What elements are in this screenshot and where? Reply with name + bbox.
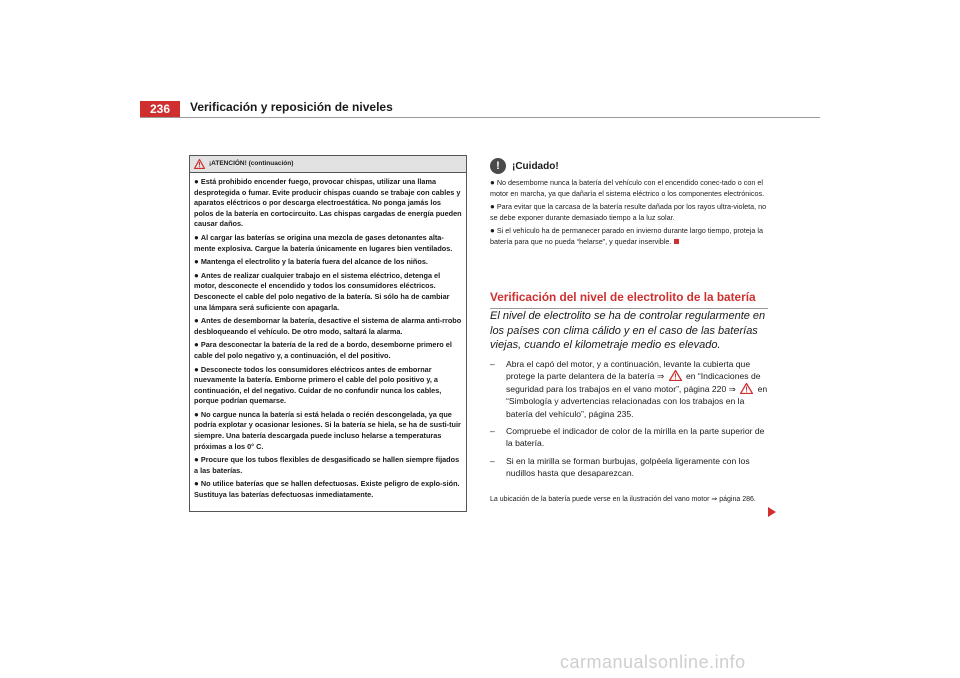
page-title: Verificación y reposición de niveles xyxy=(190,100,393,114)
list-item: – Abra el capó del motor, y a continuación, levante la cubierta que protege la parte delantera de la batería ⇒ en “Indicaciones de seguridad para los trabajos en el vano motor”, página 220 ⇒ en “Simbología y advertencias relacionadas con los trabajos en la batería del vehículo”, página 235. xyxy=(490,359,768,419)
warning-item: ● Al cargar las baterías se origina una mezcla de gases detonantes alta-mente explosiva. Cargue la batería únicamente en lugares bien ventilados. xyxy=(194,232,453,253)
end-mark-icon xyxy=(674,239,679,244)
caution-item: ● Para evitar que la carcasa de la batería resulte dañada por los rayos ultra-violeta, no se debe exponer durante demasiado tiempo a la luz solar. xyxy=(490,202,767,222)
watermark: carmanualsonline.info xyxy=(560,652,746,672)
warning-item: ● Procure que los tubos flexibles de desgasificado se hallen siempre fijados a las baterías. xyxy=(194,455,460,475)
list-item: – Si en la mirilla se forman burbujas, golpéela ligeramente con los nudillos hasta que desaparezcan. xyxy=(490,455,750,479)
caution-item: ● Si el vehículo ha de permanecer parado en invierno durante largo tiempo, proteja la batería para que no pueda “helarse”, y quedar inservible. xyxy=(490,226,763,246)
section-title: Verificación del nivel de electrolito de la batería xyxy=(490,290,768,309)
warning-item: ● Está prohibido encender fuego, provocar chispas, utilizar una llama desprotegida o fumar. Evite producir chispas cuando se trabaje con cables y aparatos eléctricos o por descarga electroestática. No ponga jamás los polos de la batería en cortocircuito. Las chispas cargadas de energía pueden causar daños. xyxy=(194,177,462,229)
warning-item: ● Mantenga el electrolito y la batería fuera del alcance de los niños. xyxy=(194,257,428,267)
warning-list xyxy=(190,173,466,501)
list-item: – Compruebe el indicador de color de la mirilla en la parte superior de la batería. xyxy=(490,426,765,449)
warning-item: ● No utilice baterías que se hallen defectuosas. Existe peligro de explo-sión. Sustituya las baterías defectuosas inmediatamente. xyxy=(194,479,460,500)
warning-item: ● Desconecte todos los consumidores eléctricos antes de embornar nuevamente la batería. Emborne primero el cable del polo positivo y, a continuación, el del negativo. Cuidar de no confundir nunca los cables, porque podrían quemarse. xyxy=(194,364,442,406)
header-divider xyxy=(140,117,820,118)
location-note: La ubicación de la batería puede verse en la ilustración del vano motor ⇒ página 286. xyxy=(490,496,756,503)
warning-item: ● Para desconectar la batería de la red de a bordo, desemborne primero el cable del polo negativo y, a continuación, el del positivo. xyxy=(194,340,452,360)
caution-item: ● No desemborne nunca la batería del vehículo con el encendido conec-tado o con el motor en marcha, ya que dañaría el sistema eléctrico o los componentes electrónicos. xyxy=(490,178,765,198)
section-intro: El nivel de electrolito se ha de controlar regularmente en los países con clima cálido y en el caso de las baterías viejas, cuando el kilometraje medio es elevado. xyxy=(490,310,766,352)
warning-item: ● Antes de realizar cualquier trabajo en el sistema eléctrico, detenga el motor, desconecte el encendido y todos los consumidores eléctricos. Desconecte el cable del polo negativo de la batería. Si sólo ha de cambiar una lámpara será suficiente con apagarla. xyxy=(194,270,450,312)
warning-title: ¡ATENCIÓN! (continuación) xyxy=(209,160,294,167)
caution-box xyxy=(490,158,770,251)
warning-triangle-icon xyxy=(740,383,753,394)
page-number: 236 xyxy=(140,101,180,118)
caution-title: ¡Cuidado! xyxy=(512,160,559,172)
warning-item: ● No cargue nunca la batería si está helada o recién descongelada, ya que podría explotar y ocasionar lesiones. Si la batería se hiela, se ha de susti-tuir siempre. Una batería descargada puede incluso helarse a temperaturas próximas a los 0° C. xyxy=(194,409,461,451)
next-page-arrow-icon xyxy=(768,507,776,517)
caution-header xyxy=(490,158,770,174)
warning-item: ● Antes de desembornar la batería, desactive el sistema de alarma anti-rrobo desbloqueando el vehículo. De otro modo, saltará la alarma. xyxy=(194,316,462,336)
warning-box xyxy=(189,155,467,512)
warning-header xyxy=(190,156,466,173)
warning-triangle-icon xyxy=(669,370,682,381)
exclamation-icon: ! xyxy=(490,158,506,174)
steps-list xyxy=(490,358,770,485)
warning-triangle-icon xyxy=(194,159,205,169)
